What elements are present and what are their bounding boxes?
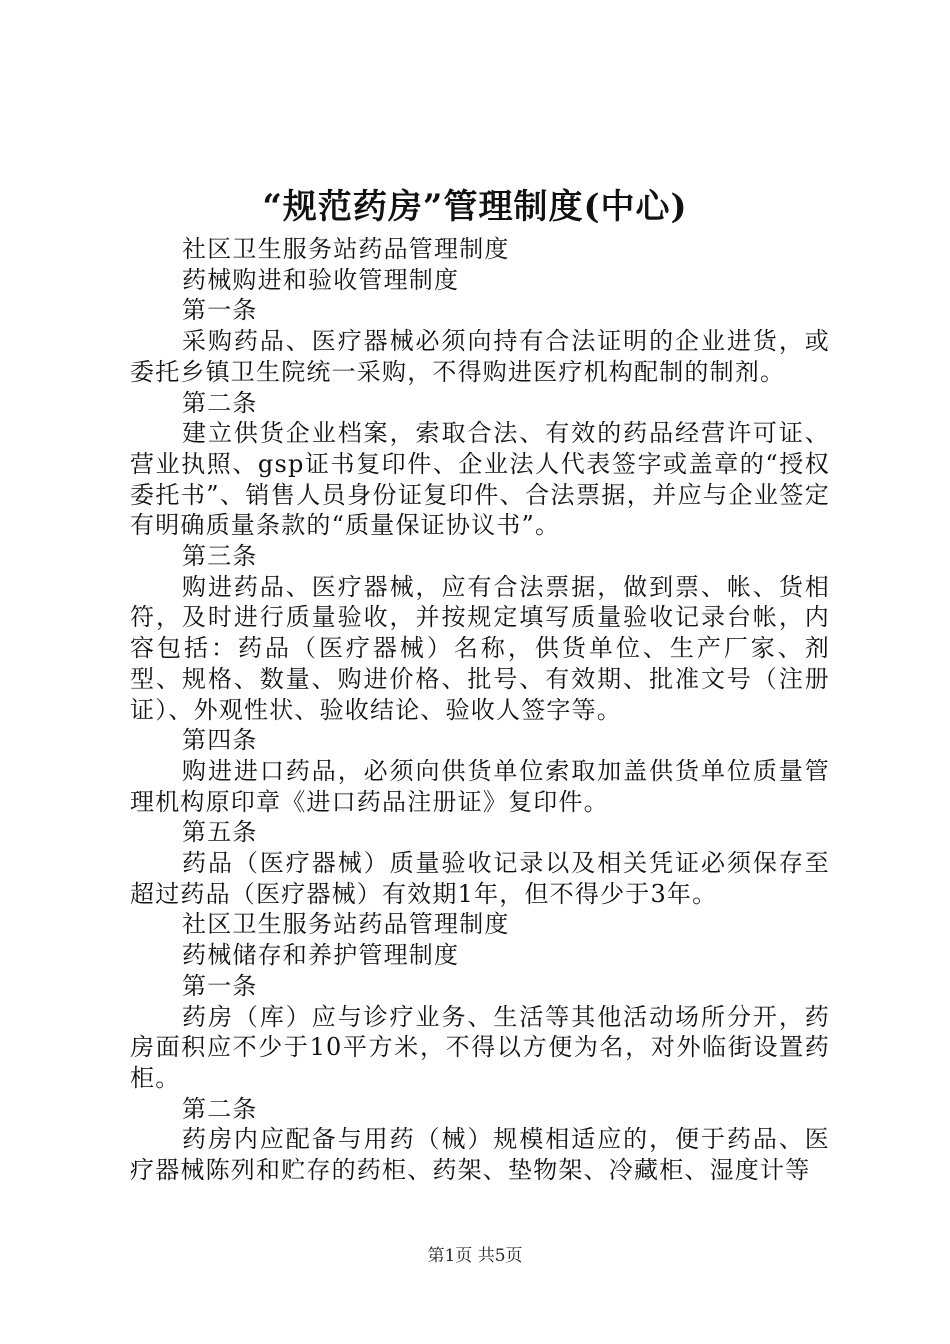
article-number: 第一条 xyxy=(182,296,258,325)
article-number: 第二条 xyxy=(182,388,258,417)
document-body xyxy=(130,234,830,1186)
page-footer: 第1页 共5页 xyxy=(427,1246,523,1266)
article-number: 第三条 xyxy=(182,542,258,571)
article-number: 第五条 xyxy=(182,818,258,847)
subsection-heading: 药械购进和验收管理制度 xyxy=(182,265,460,294)
article-text: 购进进口药品，必须向供货单位索取加盖供货单位质量管理机构原印章《进口药品注册证》复印件。 xyxy=(130,756,830,816)
article-number: 第一条 xyxy=(182,971,258,1000)
article-text: 采购药品、医疗器械必须向持有合法证明的企业进货，或委托乡镇卫生院统一采购，不得购进医疗机构配制的制剂。 xyxy=(130,327,830,386)
article-number: 第四条 xyxy=(182,726,258,755)
article-text: 建立供货企业档案，索取合法、有效的药品经营许可证、营业执照、gsp证书复印件、企业法人代表签字或盖章的“授权委托书”、销售人员身份证复印件、合法票据，并应与企业签定有明确质量条款的“质量保证协议书”。 xyxy=(130,419,830,540)
article-number: 第二条 xyxy=(182,1094,258,1123)
article-text: 药房内应配备与用药（械）规模相适应的，便于药品、医疗器械陈列和贮存的药柜、药架、垫物架、冷藏柜、湿度计等 xyxy=(130,1125,830,1185)
section-heading: 社区卫生服务站药品管理制度 xyxy=(182,910,510,939)
article-text: 购进药品、医疗器械，应有合法票据，做到票、帐、货相符，及时进行质量验收，并按规定填写质量验收记录台帐，内容包括：药品（医疗器械）名称，供货单位、生产厂家、剂型、规格、数量、购进价格、批号、有效期、批准文号（注册证）、外观性状、验收结论、验收人签字等。 xyxy=(130,572,830,724)
document-title: “规范药房”管理制度(中心) xyxy=(262,187,688,227)
article-text: 药品（医疗器械）质量验收记录以及相关凭证必须保存至超过药品（医疗器械）有效期1年，但不得少于3年。 xyxy=(130,849,830,908)
article-text: 药房（库）应与诊疗业务、生活等其他活动场所分开，药房面积应不少于10平方米，不得以方便为名，对外临街设置药柜。 xyxy=(130,1002,830,1092)
subsection-heading: 药械储存和养护管理制度 xyxy=(182,941,460,970)
section-heading: 社区卫生服务站药品管理制度 xyxy=(182,235,510,263)
